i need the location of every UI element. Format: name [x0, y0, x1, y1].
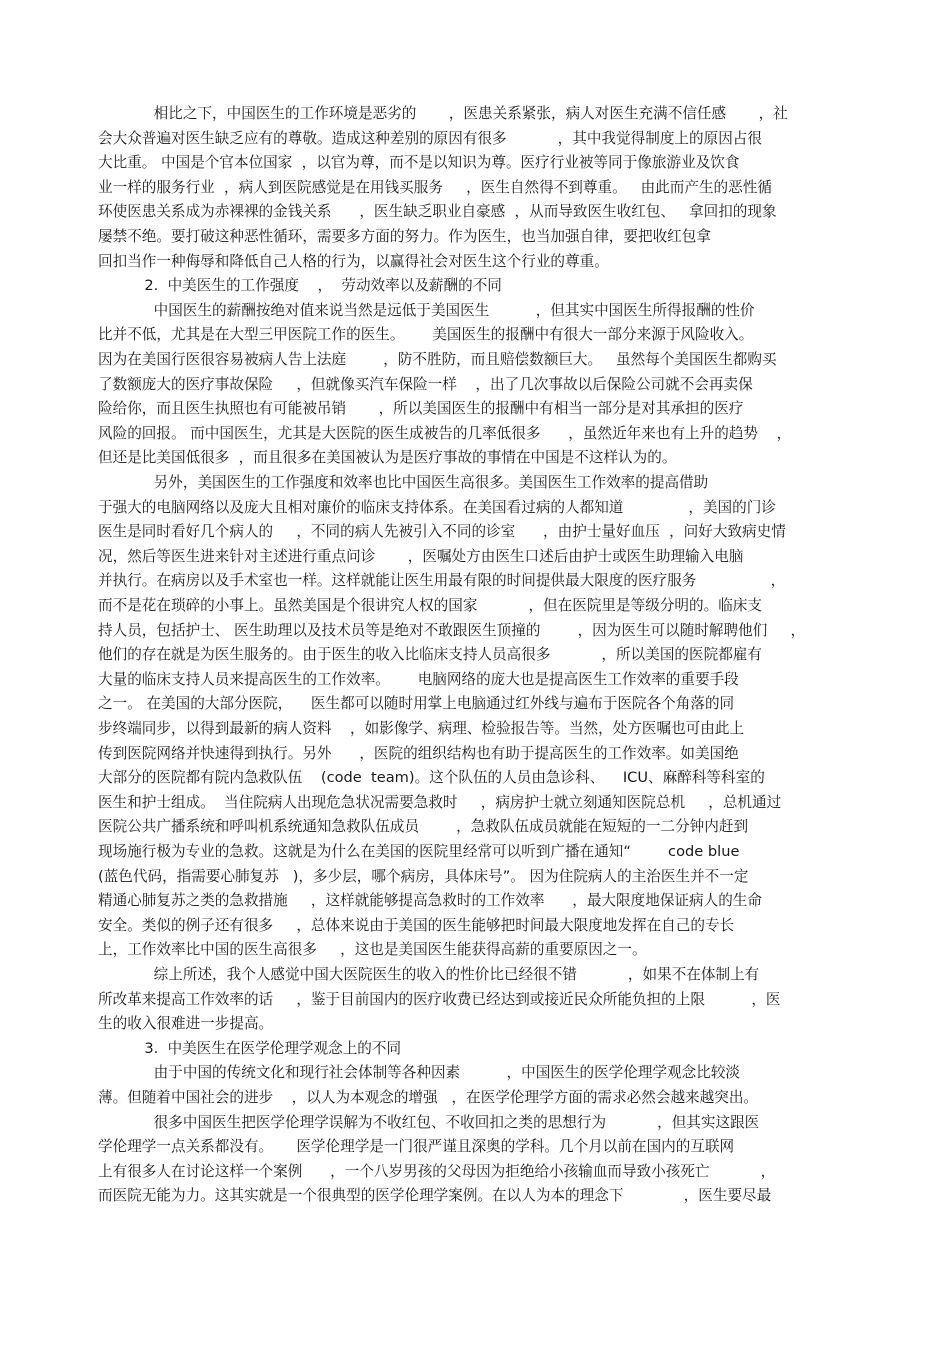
text-line: 另外，美国医生的工作强度和效率也比中国医生高很多。美国医生工作效率的提高借助 — [98, 474, 709, 491]
text-line: 很多中国医生把医学伦理学误解为不收红包、不收回扣之类的思想行为 ，但其实这跟医 — [98, 1113, 760, 1131]
text-line: 医生是同时看好几个病人的 ，不同的病人先被引入不同的诊室 ，由护士量好血压 ，问好大致病史情 — [98, 523, 786, 541]
text-line: 会大众普遍对医生缺乏应有的尊敬。造成这种差别的原因有很多 ，其中我觉得制度上的原因占很 — [98, 129, 762, 147]
text-line: 回扣当作一种侮辱和降低自己人格的行为，以赢得社会对医生这个行业的尊重。 — [98, 252, 609, 270]
text-line: 况，然后等医生进来针对主述进行重点问诊 ，医嘱处方由医生口述后由护士或医生助理输入电脑 — [98, 547, 744, 565]
text-line: 而医院无能为力。这其实就是一个很典型的医学伦理学案例。在以人为本的理念下 ，医生要尽最 — [98, 1187, 772, 1205]
text-line: (蓝色代码，指需要心肺复苏 )，多少层，哪个病房，具体床号”。 因为住院病人的主治医生并不一定 — [98, 867, 749, 885]
text-line: 了数额庞大的医疗事故保险 ，但就像买汽车保险一样 ，出了几次事故以后保险公司就不会再卖保 — [98, 375, 753, 393]
text-line: 而不是花在琐碎的小事上。虽然美国是个很讲究人权的国家 ，但在医院里是等级分明的。临床支 — [98, 597, 762, 614]
text-line: 并执行。在病房以及手术室也一样。这样就能让医生用最有限的时间提供最大限度的医疗服务 ， — [98, 572, 786, 590]
text-line: 但还是比美国低很多 ，而且很多在美国被认为是医疗事故的事情在中国是不这样认为的。 — [98, 449, 677, 467]
text-line: 大量的临床支持人员来提高医生的工作效率。 电脑网络的庞大也是提高医生工作效率的重要手段 — [98, 670, 739, 688]
section-heading: 2. 中美医生的工作强度 ， 劳动效率以及薪酬的不同 — [98, 277, 502, 295]
text-line: 综上所述，我个人感觉中国大医院医生的收入的性价比已经很不错 ，如果不在体制上有 — [98, 966, 760, 983]
text-line: 精通心肺复苏之类的急救措施 ，这样就能够提高急救时的工作效率 ，最大限度地保证病人的生命 — [98, 892, 762, 910]
text-line: 于强大的电脑网络以及庞大且相对廉价的临床支持体系。在美国看过病的人都知道 ，美国的门诊 — [98, 498, 776, 516]
text-line: 比并不低，尤其是在大型三甲医院工作的医生。 美国医生的报酬中有很大一部分来源于风险收入。 — [98, 326, 754, 344]
text-line: 险给你，而且医生执照也有可能被吊销 ，所以美国医生的报酬中有相当一部分是对其承担的医疗 — [98, 400, 744, 418]
text-line: 上有很多人在讨论这样一个案例 ，一个八岁男孩的父母因为拒绝给小孩输血而导致小孩死亡 ， — [98, 1162, 776, 1180]
text-line: 安全。类似的例子还有很多 ，总体来说由于美国的医生能够把时间最大限度地发挥在自己的专长 — [98, 916, 735, 934]
text-line: 生的收入很难进一步提高。 — [98, 1015, 274, 1033]
text-line: 业一样的服务行业 ，病人到医院感觉是在用钱买服务 ，医生自然得不到尊重。 由此而产生的恶性循 — [98, 178, 772, 196]
text-line: 大部分的医院都有院内急救队伍 (code team)。这个队伍的人员由急诊科、 ICU、麻醉科等科室的 — [98, 769, 765, 787]
text-line: 医院公共广播系统和呼叫机系统通知急救队伍成员 ，急救队伍成员就能在短短的一二分钟内赶到 — [98, 818, 749, 836]
text-line: 之一。 在美国的大部分医院， 医生都可以随时用掌上电脑通过红外线与遍布于医院各个角落的同 — [98, 695, 735, 713]
text-line: 相比之下，中国医生的工作环境是恶劣的 ，医患关系紧张，病人对医生充满不信任感 ，社 — [98, 105, 788, 122]
text-line: 现场施行极为专业的急救。这就是为什么在美国的医院里经常可以听到广播在通知“ code blue — [98, 843, 740, 860]
text-line: 传到医院网络并快速得到执行。另外 ，医院的组织结构也有助于提高医生的工作效率。如美国绝 — [98, 744, 739, 762]
text-line: 所改革来提高工作效率的话 ，鉴于目前国内的医疗收费已经达到或接近民众所能负担的上限 ，医 — [98, 990, 781, 1008]
text-line: 中国医生的薪酬按绝对值来说当然是远低于美国医生 ，但其实中国医生所得报酬的性价 — [98, 301, 755, 319]
text-line: 学伦理学一点关系都没有。 医学伦理学是一门很严谨且深奥的学科。几个月以前在国内的互联网 — [98, 1138, 735, 1156]
text-line: 步终端同步，以得到最新的病人资料 ，如影像学、病理、检验报告等。当然，处方医嘱也可由此上 — [98, 720, 745, 737]
text-line: 风险的回报。 而中国医生，尤其是大医院的医生成被告的几率低很多 ，虽然近年来也有上升的趋势 ， — [98, 424, 792, 442]
text-line: 屡禁不绝。要打破这种恶性循环，需要多方面的努力。作为医生，也当加强自律，要把收红包拿 — [98, 228, 711, 245]
text-line: 环使医患关系成为赤裸裸的金钱关系 ，医生缺乏职业自豪感 ，从而导致医生收红包、 拿回扣的现象 — [98, 203, 777, 221]
text-line: 他们的存在就是为医生服务的。由于医生的收入比临床支持人员高很多 ，所以美国的医院都雇有 — [98, 646, 762, 664]
text-line: 由于中国的传统文化和现行社会体制等各种因素 ，中国医生的医学伦理学观念比较淡 — [98, 1064, 741, 1082]
text-line: 薄。但随着中国社会的进步 ，以人为本观念的增强 ，在医学伦理学方面的需求必然会越来越突出。 — [98, 1089, 759, 1106]
text-line: 上，工作效率比中国的医生高很多 ，这也是美国医生能获得高薪的重要原因之一。 — [98, 941, 647, 959]
text-line: 大比重。 中国是个官本位国家 ，以官为尊，而不是以知识为尊。医疗行业被等同于像旅游业及饮食 — [98, 154, 740, 172]
text-line: 因为在美国行医很容易被病人告上法庭 ，防不胜防，而且赔偿数额巨大。 虽然每个美国医生都购买 — [98, 351, 777, 368]
section-heading: 3. 中美医生在医学伦理学观念上的不同 — [98, 1039, 402, 1057]
text-line: 持人员，包括护士、 医生助理以及技术员等是绝对不敢跟医生顶撞的 ，因为医生可以随时解聘他们 ， — [98, 621, 806, 639]
text-line: 医生和护士组成。 当住院病人出现危急状况需要急救时 ，病房护士就立刻通知医院总机 ，总机通过 — [98, 793, 782, 811]
